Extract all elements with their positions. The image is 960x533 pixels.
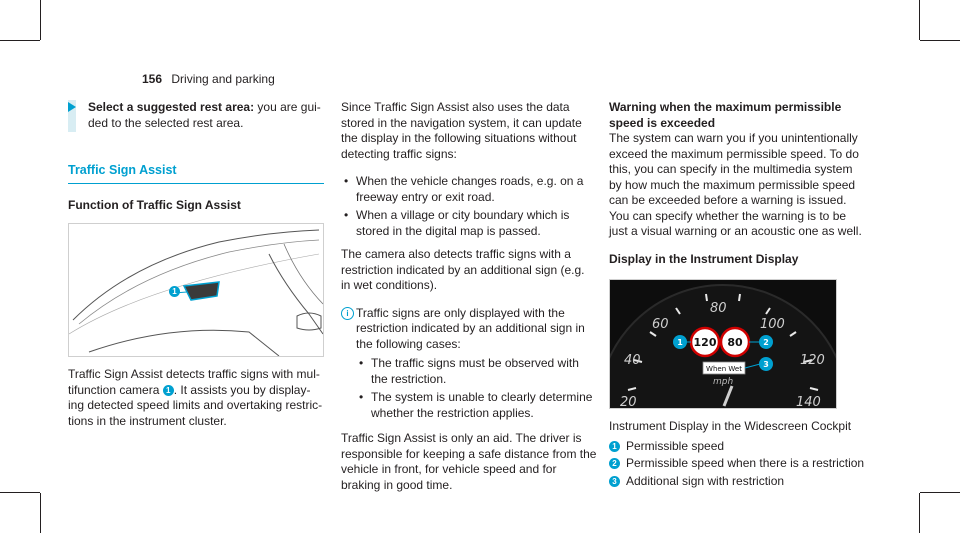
step-bold: Select a suggested rest area: bbox=[88, 100, 255, 114]
legend-text: Permissible speed bbox=[626, 438, 725, 453]
warning-heading: Warning when the maximum permissible speed is exceeded bbox=[609, 100, 842, 130]
column-2 bbox=[341, 100, 597, 505]
gauge-number-120: 120 bbox=[800, 353, 825, 368]
paragraph-text: . It assists you by display-ing detected speed limits and overtaking restric-tions in the instrument cluster. bbox=[68, 382, 323, 428]
speed-sign-2: 80 bbox=[727, 336, 743, 349]
figure-callout-1: 1 bbox=[169, 286, 180, 297]
note-text: Traffic signs are only displayed with the restriction indicated by an additional sign in the following cases: bbox=[356, 305, 585, 351]
page-header bbox=[142, 72, 275, 86]
crop-mark bbox=[920, 40, 960, 41]
legend-item bbox=[609, 456, 865, 472]
unit-label: mph bbox=[713, 377, 734, 387]
bullet-list bbox=[341, 174, 597, 239]
list-item: • The system is unable to clearly determine whether the restriction applies. bbox=[356, 390, 597, 421]
crop-mark bbox=[919, 0, 920, 40]
gauge-callout-1: 1 bbox=[677, 338, 683, 347]
page-number: 156 bbox=[142, 72, 163, 86]
legend-callout-3: 3 bbox=[609, 476, 620, 487]
crop-mark bbox=[0, 492, 40, 493]
column-1 bbox=[68, 100, 324, 441]
step-item bbox=[68, 100, 324, 131]
list-item: • When a village or city boundary which is stored in the digital map is passed. bbox=[341, 208, 597, 239]
gauge-number-100: 100 bbox=[760, 317, 785, 332]
speed-sign-1: 120 bbox=[693, 336, 717, 349]
legend-text: Additional sign with restriction bbox=[626, 473, 785, 488]
section-title: Traffic Sign Assist bbox=[68, 163, 324, 184]
gauge-number-20: 20 bbox=[620, 395, 637, 408]
when-wet-label: When Wet bbox=[706, 365, 742, 373]
legend-item bbox=[609, 474, 865, 490]
subheading: Function of Traffic Sign Assist bbox=[68, 197, 241, 212]
list-item: • The traffic signs must be observed with the restriction. bbox=[356, 356, 597, 387]
crop-mark bbox=[0, 40, 40, 41]
speedometer-figure bbox=[609, 279, 837, 409]
info-note bbox=[341, 306, 597, 422]
legend-callout-2: 2 bbox=[609, 458, 620, 469]
gauge-number-60: 60 bbox=[652, 317, 669, 332]
column-3 bbox=[609, 100, 865, 491]
body-paragraph: Traffic Sign Assist is only an aid. The driver is responsible for keeping a safe distance from the vehicle in front, for vehicle speed and for braking in good time. bbox=[341, 431, 597, 492]
step-arrow-icon bbox=[68, 102, 76, 112]
body-paragraph: The system can warn you if you unintentionally exceed the maximum permissible speed. To do this, you can specify in the multimedia system by how much the maximum permissible speed can be exceeded before a warning is issued. You can specify whether the warning is to be just a visual warning or an acoustic one as well. bbox=[609, 131, 862, 238]
gauge-number-140: 140 bbox=[796, 395, 821, 408]
list-item: • When the vehicle changes roads, e.g. on a freeway entry or exit road. bbox=[341, 174, 597, 205]
inline-callout-1: 1 bbox=[163, 385, 174, 396]
info-icon: i bbox=[341, 307, 354, 320]
body-paragraph bbox=[68, 367, 324, 429]
gauge-callout-3: 3 bbox=[763, 360, 769, 369]
body-paragraph: Since Traffic Sign Assist also uses the data stored in the navigation system, it can update the display in the following situations without detecting traffic signs: bbox=[341, 100, 582, 161]
gauge-number-80: 80 bbox=[710, 301, 727, 316]
gauge-callout-2: 2 bbox=[763, 338, 769, 347]
crop-mark bbox=[919, 493, 920, 533]
step-text: you are gui-ded to the selected rest area. bbox=[88, 100, 321, 130]
legend-item bbox=[609, 439, 865, 455]
gauge-number-40: 40 bbox=[624, 353, 641, 368]
crop-mark bbox=[920, 492, 960, 493]
windshield-illustration bbox=[69, 224, 323, 356]
body-paragraph: The camera also detects traffic signs with a restriction indicated by an additional sign (e.g. in wet conditions). bbox=[341, 247, 585, 292]
legend-text: Permissible speed when there is a restriction bbox=[626, 456, 865, 470]
section-name: Driving and parking bbox=[171, 72, 275, 86]
speedometer-illustration bbox=[610, 280, 836, 408]
crop-mark bbox=[40, 493, 41, 533]
windshield-figure bbox=[68, 223, 324, 357]
figure-caption: Instrument Display in the Widescreen Cockpit bbox=[609, 419, 852, 433]
note-bullet-list bbox=[356, 356, 597, 421]
crop-mark bbox=[40, 0, 41, 40]
paragraph-text: Traffic Sign Assist detects traffic signs with mul-tifunction camera bbox=[68, 367, 320, 397]
display-heading: Display in the Instrument Display bbox=[609, 251, 799, 266]
legend-callout-1: 1 bbox=[609, 441, 620, 452]
